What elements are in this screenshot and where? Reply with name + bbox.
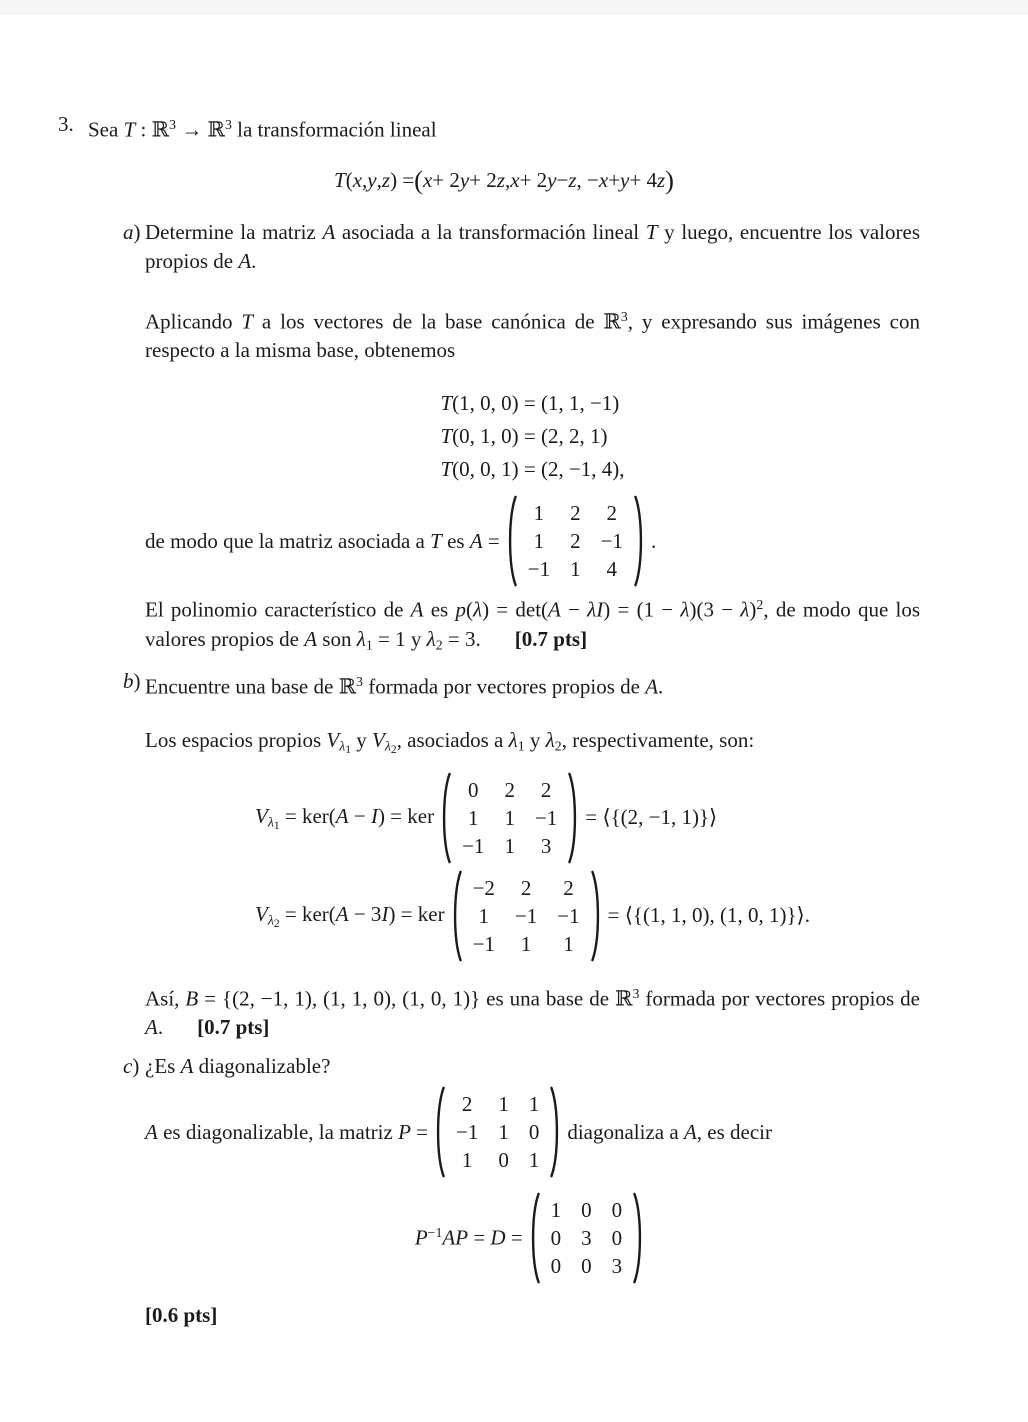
matrix-cell: 1 <box>478 903 490 928</box>
text-run: : ℝ <box>135 117 170 142</box>
apply-basis-paragraph <box>145 302 920 366</box>
matrix-d <box>528 1191 646 1285</box>
text-run: = <box>410 1119 428 1144</box>
text-run: A <box>322 219 336 244</box>
diagonalizable-sentence-suffix <box>567 1120 772 1145</box>
text-run: P <box>414 1226 428 1251</box>
text-run: ) = ker <box>377 803 435 828</box>
text-run: 2 <box>756 597 764 613</box>
text-run: y <box>547 167 557 192</box>
matrix-a-minus-i <box>439 771 580 865</box>
matrix-right-paren <box>549 1085 562 1179</box>
eigenspaces-intro-paragraph <box>145 726 920 765</box>
matrix-cell: −1 <box>514 903 538 928</box>
text-run: , es decir <box>696 1119 772 1144</box>
matrix-cell: 1 <box>550 1198 562 1223</box>
text-run: T <box>334 167 346 192</box>
text-run: V <box>254 803 268 828</box>
matrix-cell: −1 <box>600 529 623 554</box>
text-run: . <box>251 248 257 273</box>
t-image-line-3 <box>440 453 624 486</box>
matrix-cell: 0 <box>581 1254 592 1279</box>
text-run: a los vectores de la base canónica de ℝ <box>253 309 621 334</box>
text-run: = <box>505 1226 523 1251</box>
text-run: ) <box>132 1054 140 1079</box>
text-run: a <box>123 219 134 244</box>
part-b-question <box>145 667 920 702</box>
matrix-cell: 3 <box>611 1254 623 1279</box>
text-run: 1 <box>517 738 525 754</box>
matrix-a-sentence <box>145 494 920 588</box>
part-a-body <box>145 218 920 660</box>
matrix-left-paren <box>450 869 463 963</box>
text-run: , respectivamente, son: <box>561 727 755 752</box>
diagonalization-equation <box>145 1191 920 1285</box>
text-run: = <box>482 528 500 553</box>
text-run: T <box>440 391 453 416</box>
text-run: diagonalizable? <box>193 1054 331 1079</box>
part-a-item <box>123 218 920 660</box>
diagonalizable-sentence-prefix <box>145 1120 428 1145</box>
part-c-question <box>145 1052 920 1081</box>
v-lambda2-rhs <box>608 903 810 928</box>
matrix-left-paren <box>439 771 452 865</box>
document-page <box>0 14 1028 1330</box>
text-run: 2 <box>390 743 397 756</box>
matrix-right-paren <box>632 1191 645 1285</box>
matrix-left-paren <box>505 494 518 588</box>
text-run: [0.7 pts] <box>514 626 588 651</box>
text-run: A <box>442 1226 456 1251</box>
text-run: ( <box>414 164 423 195</box>
text-run: λ <box>587 597 597 622</box>
text-run: la transformación lineal <box>231 117 437 142</box>
text-run: Encuentre una base de ℝ <box>145 674 357 699</box>
text-run: z <box>656 167 666 192</box>
part-b-body <box>145 667 920 1042</box>
matrix-right-paren <box>590 869 603 963</box>
text-run: )(3 − <box>689 597 741 622</box>
matrix-right-paren <box>567 771 580 865</box>
text-run: ( <box>465 597 473 622</box>
v-lambda1-rhs <box>585 805 717 830</box>
matrix-cell: 2 <box>520 875 532 900</box>
text-run: [0.7 pts] <box>197 1015 270 1040</box>
text-run: son <box>317 626 357 651</box>
text-run: , de modo que los valores propios de <box>145 597 920 651</box>
text-run: A <box>683 1119 697 1144</box>
text-run: A <box>145 1015 158 1040</box>
text-run: z <box>568 167 577 192</box>
matrix-cell: 1 <box>504 805 515 830</box>
text-run: 1 <box>365 637 373 653</box>
text-run: , <box>505 167 511 192</box>
text-run: formada por vectores propios de <box>362 674 646 699</box>
text-run: A <box>145 1119 158 1144</box>
text-run: P <box>455 1226 469 1251</box>
text-run: x <box>352 167 363 192</box>
text-run: es <box>441 528 470 553</box>
text-run: . <box>650 528 657 553</box>
matrix-cell: 3 <box>581 1226 592 1251</box>
text-run: , <box>362 167 368 192</box>
text-run: − <box>348 803 371 828</box>
text-run: x <box>510 167 520 192</box>
text-run: y luego, encuentre los valores propios de <box>145 219 921 273</box>
part-a-question <box>145 218 920 276</box>
text-run: ) = <box>390 167 415 192</box>
characteristic-polynomial-paragraph <box>145 590 920 659</box>
text-run: de modo que la matriz asociada a <box>145 528 431 553</box>
text-run: ( <box>345 167 353 192</box>
text-run: = ker( <box>279 803 336 828</box>
v-lambda2-equation <box>255 869 810 963</box>
text-run: A <box>645 674 659 699</box>
text-run: ) <box>133 219 141 244</box>
problem-intro-text <box>88 110 920 145</box>
text-run: + 2 <box>519 167 548 192</box>
matrix-cell: −1 <box>557 903 580 928</box>
matrix-cell: 1 <box>528 1148 540 1173</box>
text-run: c <box>123 1054 133 1079</box>
part-c-item <box>123 1052 920 1330</box>
matrix-right-paren <box>633 494 646 588</box>
text-run: V <box>254 901 268 926</box>
basis-conclusion-paragraph <box>145 979 920 1043</box>
matrix-cell: −1 <box>534 805 558 830</box>
text-run: asociada a la transformación lineal <box>335 219 646 244</box>
text-run: , asociados a <box>396 727 509 752</box>
transformation-definition-equation <box>88 165 920 196</box>
matrix-p <box>433 1085 562 1179</box>
matrix-left-paren <box>433 1085 446 1179</box>
text-run: ) <box>749 597 757 622</box>
text-run: − <box>560 597 588 622</box>
matrix-cell: 3 <box>540 833 552 858</box>
matrix-cell: 0 <box>498 1148 509 1173</box>
text-run: = 1 y <box>372 626 427 651</box>
text-run: 3 <box>169 117 176 132</box>
matrix-a-sentence-suffix <box>651 529 656 554</box>
text-run: λ <box>472 597 483 622</box>
matrix-p-values <box>446 1085 549 1179</box>
text-run: y <box>620 167 630 192</box>
part-c-body <box>145 1052 920 1330</box>
text-run: Los espacios propios <box>145 727 327 752</box>
matrix-cell: 1 <box>498 1092 509 1117</box>
matrix-cell: 2 <box>504 777 515 802</box>
text-run: 3 <box>224 117 232 132</box>
matrix-cell: 0 <box>611 1198 623 1223</box>
text-run: y <box>351 727 373 752</box>
matrix-cell: 1 <box>528 1092 540 1117</box>
window-chrome-bar <box>0 0 1028 14</box>
matrix-cell: 4 <box>606 557 618 582</box>
text-run: T <box>430 528 442 553</box>
text-run: λ <box>267 814 274 830</box>
text-run: , y expresando sus imágenes con respecto a la misma base, obtenemos <box>145 309 920 363</box>
problem-number: 3. <box>58 112 74 136</box>
text-run: λ <box>356 626 366 651</box>
text-run: diagonaliza a <box>567 1119 684 1144</box>
text-run: I <box>596 597 604 622</box>
v-lambda1-equation <box>255 771 810 865</box>
text-run: + 2 <box>432 167 460 192</box>
text-run: 2 <box>435 637 443 653</box>
matrix-cell: 2 <box>563 875 574 900</box>
text-run: z <box>381 167 391 192</box>
text-run: es diagonalizable, la matriz <box>157 1119 399 1144</box>
text-run: (0, 1, 0) = (2, 2, 1) <box>452 424 608 449</box>
matrix-cell: 1 <box>504 833 515 858</box>
text-run: B <box>185 986 199 1011</box>
text-run: Determine la matriz <box>145 219 323 244</box>
matrix-a-minus-3i <box>450 869 603 963</box>
text-run: λ <box>508 727 518 752</box>
matrix-cell: −1 <box>462 833 485 858</box>
text-run: 1 <box>345 743 352 756</box>
v-lambda1-lhs <box>255 804 434 832</box>
text-run: ) = (1 − <box>603 597 681 622</box>
text-run: − <box>556 167 569 192</box>
problem-body <box>88 110 920 1330</box>
matrix-cell: 0 <box>550 1254 562 1279</box>
diagonalizable-sentence <box>145 1085 920 1179</box>
text-run: y <box>524 727 546 752</box>
text-run: −1 <box>427 1225 443 1241</box>
problem-item <box>58 110 920 1330</box>
text-run: y <box>367 167 377 192</box>
text-run: 2 <box>273 917 280 930</box>
matrix-cell: 0 <box>550 1226 562 1251</box>
text-run: λ <box>426 626 436 651</box>
text-run: T <box>440 457 453 482</box>
text-run: = ⟨{(1, 1, 0), (1, 0, 1)}⟩. <box>607 903 810 928</box>
text-run: , − <box>576 167 599 192</box>
text-run: V <box>326 727 340 752</box>
text-run: p <box>455 597 466 622</box>
text-run: 3 <box>632 985 640 1001</box>
matrix-cell: −2 <box>472 875 495 900</box>
text-run: V <box>372 727 385 752</box>
text-run: es <box>423 597 456 622</box>
matrix-a-sentence-prefix <box>145 529 500 554</box>
t-image-line-2 <box>440 420 624 453</box>
matrix-cell: 2 <box>461 1092 473 1117</box>
text-run: formada por vectores propios de <box>639 986 920 1011</box>
t-image-line-1 <box>440 387 624 420</box>
matrix-cell: 2 <box>570 529 581 554</box>
points-c-paragraph <box>145 1301 920 1330</box>
text-run: = <box>468 1226 491 1251</box>
text-run: + 2 <box>469 167 497 192</box>
text-run: A <box>335 901 349 926</box>
matrix-cell: 1 <box>468 805 479 830</box>
text-run: + <box>608 167 621 192</box>
text-run: A <box>180 1054 194 1079</box>
text-run: λ <box>339 738 346 754</box>
part-b-item <box>123 667 920 1042</box>
text-run: Así, <box>145 986 186 1011</box>
text-run: ) <box>133 669 141 694</box>
text-run: [0.6 pts] <box>145 1303 218 1328</box>
matrix-cell: 0 <box>528 1120 540 1145</box>
diagonalization-lhs <box>415 1225 523 1251</box>
text-run: El polinomio característico de <box>145 597 411 622</box>
matrix-cell: −1 <box>455 1120 479 1145</box>
text-run: Aplicando <box>145 309 242 334</box>
text-run: λ <box>384 738 391 754</box>
text-run: I <box>370 803 378 828</box>
matrix-cell: −1 <box>472 931 495 956</box>
text-run: T <box>440 424 453 449</box>
matrix-cell: 2 <box>540 777 552 802</box>
matrix-d-values <box>541 1191 633 1285</box>
text-run: λ <box>545 727 555 752</box>
text-run: Sea <box>88 117 124 142</box>
text-run: − 3 <box>348 901 382 926</box>
matrix-cell: 0 <box>581 1198 592 1223</box>
text-run: λ <box>680 597 690 622</box>
text-run: = 3. <box>442 626 481 651</box>
eigenspaces-block <box>255 771 810 963</box>
v-lambda2-lhs <box>255 902 445 930</box>
matrix-cell: 0 <box>611 1226 623 1251</box>
text-run: A <box>238 248 252 273</box>
matrix-cell: 2 <box>606 501 618 526</box>
text-run: 1 <box>273 819 280 832</box>
text-run: A <box>469 528 483 553</box>
text-run: z <box>496 167 505 192</box>
text-run: . <box>157 1015 164 1040</box>
text-run: 3 <box>620 308 628 324</box>
text-run: ) = det( <box>482 597 549 622</box>
text-run: A <box>410 597 424 622</box>
matrix-cell: −1 <box>527 557 551 582</box>
text-run: 3 <box>356 674 363 690</box>
matrix-cell: 1 <box>520 931 532 956</box>
part-c-label <box>123 1052 145 1330</box>
text-run: (0, 0, 1) = (2, −1, 4), <box>452 457 625 482</box>
text-run: A <box>304 626 318 651</box>
text-run: ¿Es <box>145 1054 181 1079</box>
text-run: λ <box>740 597 750 622</box>
matrix-cell: 2 <box>570 501 581 526</box>
text-run: → ℝ <box>176 117 225 142</box>
matrix-cell: 1 <box>533 501 545 526</box>
matrix-a <box>505 494 646 588</box>
text-run: y <box>459 167 470 192</box>
matrix-cell: 1 <box>563 931 574 956</box>
matrix-a-minus-3i-values <box>463 869 590 963</box>
text-run: 2 <box>554 738 562 754</box>
text-run: A <box>548 597 561 622</box>
diagonalization-equation-block <box>145 1191 920 1285</box>
text-run: A <box>335 803 349 828</box>
text-run: = ker( <box>279 901 336 926</box>
text-run: . <box>658 674 664 699</box>
matrix-left-paren <box>528 1191 541 1285</box>
text-run: x <box>598 167 609 192</box>
text-run: T <box>645 219 658 244</box>
text-run: ) <box>665 164 674 195</box>
part-a-label <box>123 218 145 660</box>
text-run: D <box>490 1226 506 1251</box>
matrix-cell: 1 <box>498 1120 509 1145</box>
matrix-a-values <box>518 494 633 588</box>
matrix-cell: 1 <box>461 1148 473 1173</box>
text-run: (1, 0, 0) = (1, 1, −1) <box>452 391 620 416</box>
matrix-cell: 1 <box>570 557 581 582</box>
text-run: T <box>123 117 136 142</box>
text-run: + 4 <box>629 167 657 192</box>
text-run: = {(2, −1, 1), (1, 1, 0), (1, 0, 1)} es una base de ℝ <box>198 986 633 1011</box>
matrix-cell: 0 <box>468 777 479 802</box>
part-b-label <box>123 667 145 1042</box>
text-run: , <box>376 167 382 192</box>
t-images-block <box>440 387 624 486</box>
matrix-cell: 1 <box>533 529 545 554</box>
matrix-a-minus-i-values <box>452 771 567 865</box>
text-run: P <box>398 1119 411 1144</box>
text-run: x <box>422 167 433 192</box>
text-run: = ⟨{(2, −1, 1)}⟩ <box>585 805 718 830</box>
text-run: T <box>241 309 254 334</box>
text-run: λ <box>267 912 274 928</box>
text-run: b <box>123 669 134 694</box>
text-run: ) = ker <box>388 901 445 926</box>
text-run: I <box>381 901 389 926</box>
